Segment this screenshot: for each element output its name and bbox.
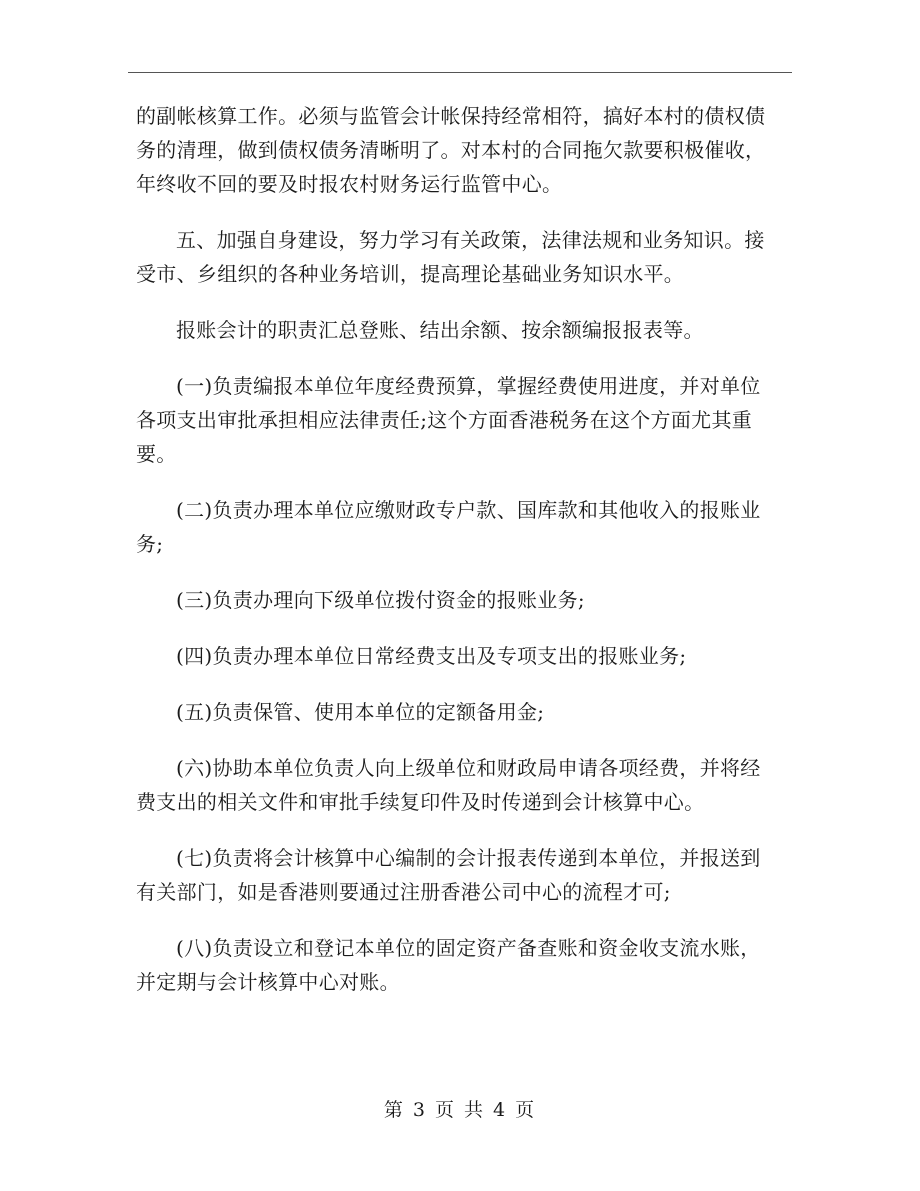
text-line: (八)负责设立和登记本单位的固定资产备查账和资金收支流水账， <box>176 936 761 960</box>
text-line: 务的清理，做到债权债务清晰明了。对本村的合同拖欠款要积极催收， <box>136 138 766 162</box>
text-line: 费支出的相关文件和审批手续复印件及时传递到会计核算中心。 <box>136 790 705 814</box>
paragraph-9 <box>136 751 796 819</box>
text-line: 的副帐核算工作。必须与监管会计帐保持经常相符，搞好本村的债权债 <box>136 104 766 128</box>
text-line: (一)负责编报本单位年度经费预算，掌握经费使用进度，并对单位 <box>176 374 761 398</box>
header-rule <box>128 72 792 73</box>
text-line: (七)负责将会计核算中心编制的会计报表传递到本单位，并报送到 <box>176 846 761 870</box>
text-line: (二)负责办理本单位应缴财政专户款、国库款和其他收入的报账业 <box>176 498 761 522</box>
paragraph-1 <box>136 99 796 201</box>
text-line: (三)负责办理向下级单位拨付资金的报账业务; <box>176 588 585 612</box>
paragraph-5 <box>136 493 796 561</box>
text-line: 有关部门，如是香港则要通过注册香港公司中心的流程才可; <box>136 880 671 904</box>
paragraph-11 <box>136 931 796 999</box>
text-line: 五、加强自身建设，努力学习有关政策，法律法规和业务知识。接 <box>176 228 765 252</box>
document-body <box>136 99 796 1021</box>
paragraph-8 <box>136 695 796 729</box>
text-line: (四)负责办理本单位日常经费支出及专项支出的报账业务; <box>176 644 687 668</box>
text-line: 务; <box>136 532 164 556</box>
text-line: (五)负责保管、使用本单位的定额备用金; <box>176 700 545 724</box>
text-line: 年终收不回的要及时报农村财务运行监管中心。 <box>136 172 563 196</box>
paragraph-3 <box>136 313 796 347</box>
paragraph-7 <box>136 639 796 673</box>
paragraph-6 <box>136 583 796 617</box>
page-number-footer: 第 3 页 共 4 页 <box>383 1099 537 1121</box>
text-line: 受市、乡组织的各种业务培训，提高理论基础业务知识水平。 <box>136 262 685 286</box>
paragraph-10 <box>136 841 796 909</box>
text-line: 要。 <box>136 442 177 466</box>
paragraph-4 <box>136 369 796 471</box>
text-line: (六)协助本单位负责人向上级单位和财政局申请各项经费，并将经 <box>176 756 761 780</box>
text-line: 各项支出审批承担相应法律责任;这个方面香港税务在这个方面尤其重 <box>136 408 753 432</box>
text-line: 并定期与会计核算中心对账。 <box>136 970 400 994</box>
paragraph-2 <box>136 223 796 291</box>
text-line: 报账会计的职责汇总登账、结出余额、按余额编报报表等。 <box>176 318 704 342</box>
